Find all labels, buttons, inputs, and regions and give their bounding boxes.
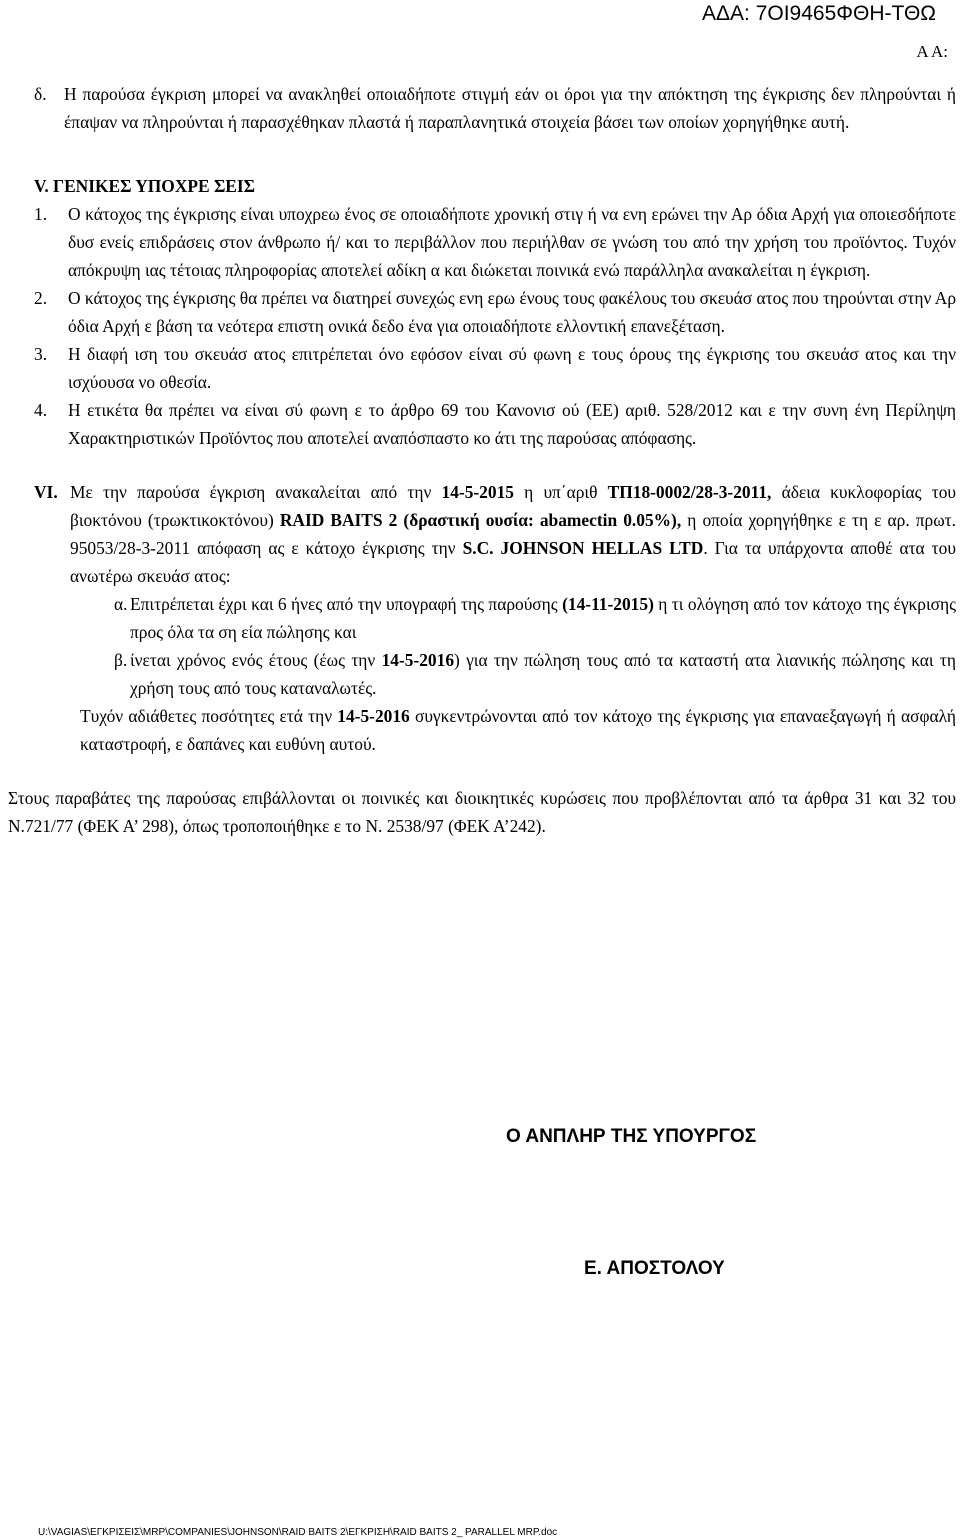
- item-text: Ο κάτοχος της έγκρισης θα πρέπει να διατηρεί συνεχώς ενη ερω ένους τους φακέλους του σκευάσ ατος που τηρούνται στην Αρ όδια Αρχή ε βάση τα νεότερα επιστη ονικά δεδο ένα για οποιαδήποτε ελλοντική επανεξέταση.: [68, 288, 956, 336]
- closing-text-part: συγκεντρώνονται από τον κάτοχο της έγκρισης για επαναεξαγωγή ή ασφαλή καταστροφή, ε δαπάνες και ευθύνη αυτού.: [80, 706, 956, 754]
- section-vi-closing: [80, 702, 956, 758]
- sub-date: (14-11-2015): [562, 594, 654, 614]
- sub-item-number: β.: [114, 650, 128, 670]
- vi-holder-name: S.C. JOHNSON HELLAS LTD: [462, 538, 704, 558]
- item-text: Η ετικέτα θα πρέπει να είναι σύ φωνη ε το άρθρο 69 του Κανονισ ού (ΕΕ) αριθ. 528/2012 και ε την συνη ένη Περίληψη Χαρακτηριστικών Προϊόντος που αποτελεί αναπόσπαστο κο άτι της παρούσας απόφασης.: [68, 400, 956, 448]
- signature-title: Ο ΑΝΠΛΗΡ ΤΗΣ ΥΠΟΥΡΓΟΣ: [506, 1126, 757, 1147]
- vi-license-number: ΤΠ18-0002/28-3-2011,: [607, 482, 772, 502]
- sub-text-part: ) για την πώληση τους από τα καταστή ατα λιανικής πώλησης και τη χρήση τους από τους καταναλωτές.: [130, 650, 956, 698]
- sub-text-part: η τι ολόγηση από τον κάτοχο της έγκρισης προς όλα τα ση εία πώλησης και: [130, 594, 957, 642]
- document-body: [8, 80, 957, 840]
- sub-date: 14-5-2016: [381, 650, 455, 670]
- item-number: 3.: [34, 344, 48, 364]
- ada-sub-label: Α Α:: [916, 42, 948, 61]
- signature-name: Ε. ΑΠΟΣΤΟΛΟΥ: [584, 1258, 725, 1279]
- clause-d-label: δ.: [34, 84, 47, 104]
- vi-revocation-date: 14-5-2015: [441, 482, 514, 502]
- list-item: [34, 284, 956, 340]
- section-vi: [34, 478, 956, 590]
- list-item: [34, 340, 956, 396]
- sub-item-text: [130, 646, 956, 702]
- sub-item-number: α.: [114, 594, 128, 614]
- sub-item-text: [130, 590, 956, 646]
- item-text: Η διαφή ιση του σκευάσ ατος επιτρέπεται όνο εφόσον είναι σύ φωνη ε τους όρους της έγκρισης του σκευάσ ατος και την ισχύουσα νο οθεσία.: [68, 344, 956, 392]
- list-item: [34, 200, 956, 284]
- vi-text-part: η υπ΄αριθ: [513, 482, 608, 502]
- sub-text-part: Επιτρέπεται έχρι και 6 ήνες από την υπογραφή της παρούσης: [130, 594, 563, 614]
- sub-text-part: ίνεται χρόνος ενός έτους (έως την: [130, 650, 382, 670]
- item-number: 1.: [34, 204, 48, 224]
- clause-d-text: Η παρούσα έγκριση μπορεί να ανακληθεί οποιαδήποτε στιγμή εάν οι όροι για την απόκτηση της έγκρισης δεν πληρούνται ή έπαψαν να πληρούνται ή παρασχέθηκαν πλαστά ή παραπλανητικά στοιχεία βάσει των οποίων χορηγήθηκε αυτή.: [64, 84, 956, 132]
- clause-d: [34, 80, 956, 136]
- section-vi-label: VI.: [34, 482, 58, 502]
- sub-item-b: [114, 646, 956, 702]
- closing-text-part: Τυχόν αδιάθετες ποσότητες ετά την: [80, 706, 338, 726]
- penalties-paragraph: Στους παραβάτες της παρούσας επιβάλλονται οι ποινικές και διοικητικές κυρώσεις που προβλέπονται από τα άρθρα 31 και 32 του Ν.721/77 (ΦΕΚ Α’ 298), όπως τροποποιήθηκε ε το Ν. 2538/97 (ΦΕΚ Α’242).: [8, 788, 956, 836]
- section-v-title: V. ΓΕΝΙΚΕΣ ΥΠΟΧΡΕ ΣΕΙΣ: [34, 176, 256, 196]
- section-v-heading: [34, 172, 956, 200]
- item-text: Ο κάτοχος της έγκρισης είναι υποχρεω ένος σε οποιαδήποτε χρονική στιγ ή να ενη ερώνει την Αρ όδια Αρχή για οποιεσδήποτε δυσ ενείς επιδράσεις στον άνθρωπο ή/ και το περιβάλλον που περιήλθαν σε γνώση του από την χρήση του προϊόντος. Τυχόν απόκρυψη ιας τέτοιας πληροφορίας αποτελεί αδίκη α και διώκεται ποινικά ενώ παράλληλα ανακαλείται η έγκριση.: [68, 204, 956, 280]
- item-number: 2.: [34, 288, 48, 308]
- sub-item-a: [114, 590, 956, 646]
- footer-file-path: U:\VAGIAS\ΕΓΚΡΙΣΕΙΣ\MRP\COMPANIES\JOHNSON\RAID BAITS 2\ΕΓΚΡΙΣΗ\RAID BAITS 2_ PARALLEL MRP.doc: [38, 1527, 558, 1538]
- vi-text-part: . Για τα υπάρχοντα αποθέ ατα του ανωτέρω σκευάσ ατος:: [70, 538, 956, 586]
- section-v-list: [34, 200, 956, 452]
- vi-text-part: άδεια κυκλοφορίας του βιοκτόνου (τρωκτικοκτόνου): [70, 482, 957, 530]
- vi-product-name: RAID BAITS 2 (δραστική ουσία: abamectin 0.05%),: [279, 510, 682, 530]
- item-number: 4.: [34, 400, 48, 420]
- vi-text-part: Με την παρούσα έγκριση ανακαλείται από την: [70, 482, 442, 502]
- section-vi-text: [70, 478, 956, 590]
- list-item: [34, 396, 956, 452]
- vi-text-part: η οποία χορηγήθηκε ε τη ε αρ. πρωτ. 95053/28-3-2011 απόφαση ας ε κάτοχο έγκρισης την: [70, 510, 957, 558]
- ada-code: ΑΔΑ: 7ΟΙ9465ΦΘΗ-ΤΘΩ: [701, 2, 936, 25]
- closing-date: 14-5-2016: [337, 706, 410, 726]
